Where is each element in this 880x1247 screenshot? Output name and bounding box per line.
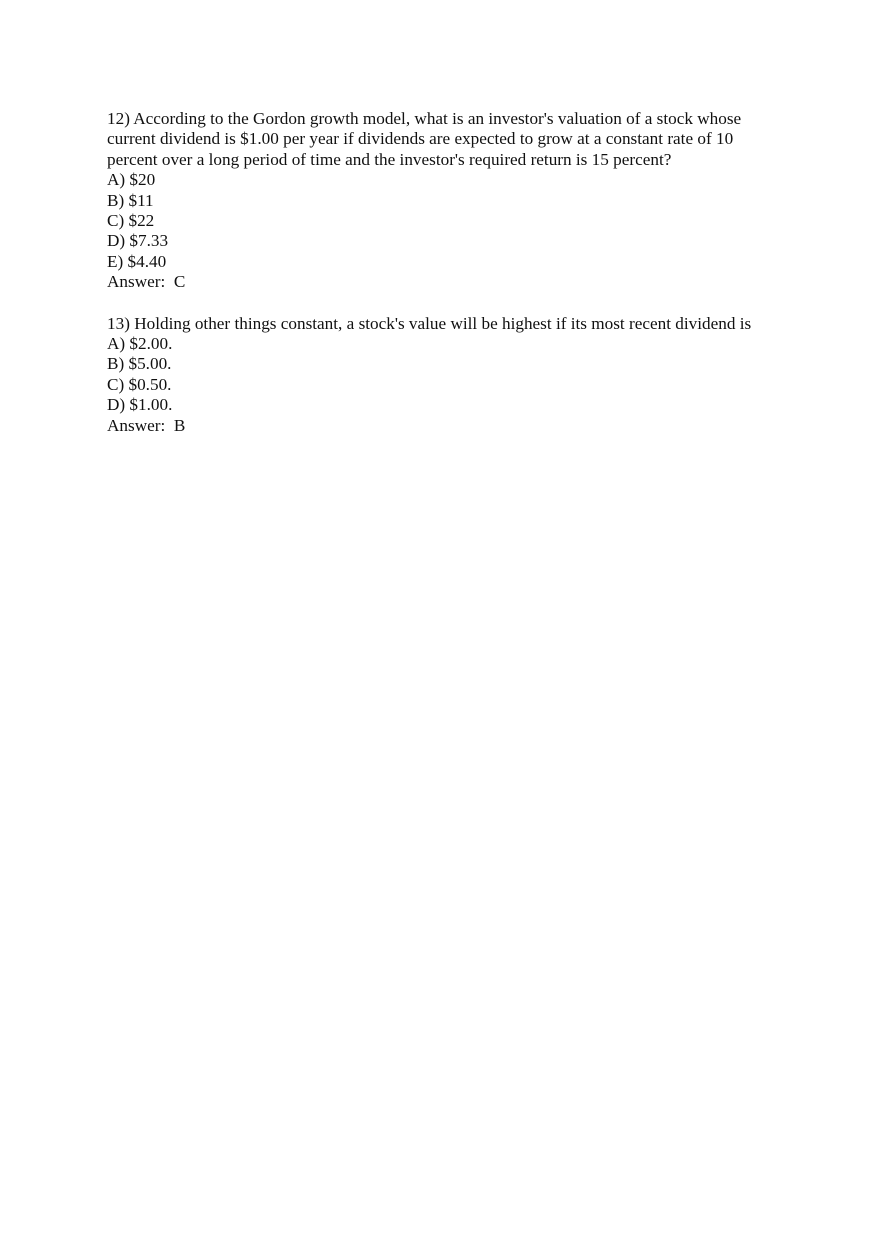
page-content bbox=[107, 109, 787, 436]
answer-key: Answer: B bbox=[107, 415, 186, 435]
question-text: 12) According to the Gordon growth model, what is an investor's valuation of a stock whose current dividend is $1.00 per year if dividends are expected to grow at a constant rate of 10 percent over a long period of time and the investor's required return is 15 percent? bbox=[107, 109, 742, 169]
answer-option-b: B) $5.00. bbox=[107, 354, 172, 374]
answer-option-d: D) $7.33 bbox=[107, 231, 169, 251]
answer-option-a: A) $2.00. bbox=[107, 334, 173, 354]
answer-key: Answer: C bbox=[107, 272, 186, 292]
answer-option-a: A) $20 bbox=[107, 170, 156, 190]
question-12 bbox=[107, 109, 787, 293]
question-13 bbox=[107, 314, 787, 436]
answer-option-b: B) $11 bbox=[107, 190, 154, 210]
question-text: 13) Holding other things constant, a stock's value will be highest if its most recent dividend is bbox=[107, 313, 752, 333]
answer-option-d: D) $1.00. bbox=[107, 395, 173, 415]
answer-option-c: C) $0.50. bbox=[107, 374, 172, 394]
answer-option-e: E) $4.40 bbox=[107, 251, 167, 271]
question-spacer bbox=[107, 293, 787, 314]
answer-option-c: C) $22 bbox=[107, 211, 155, 231]
